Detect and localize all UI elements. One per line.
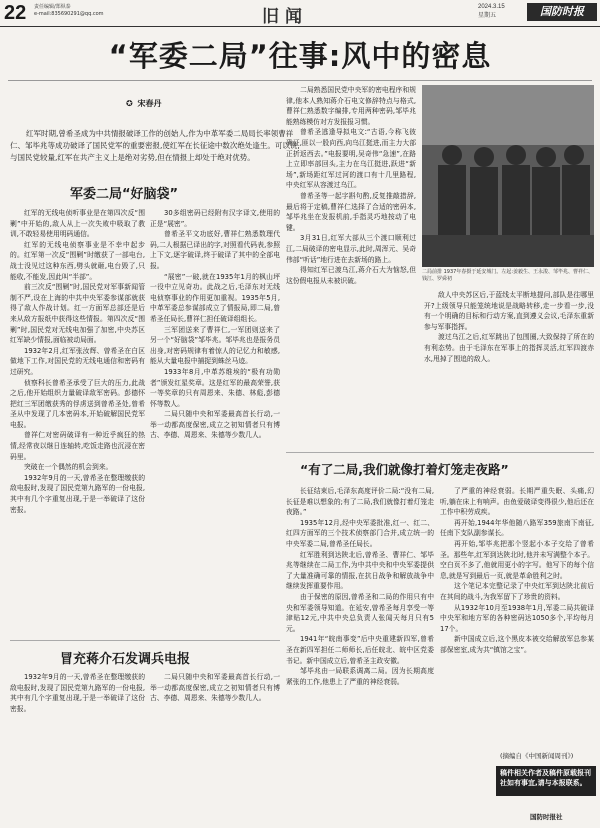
subtitle-lantern: “有了二局,我们就像打着灯笼走夜路”: [300, 462, 509, 477]
page-header: [0, 0, 600, 27]
paragraph: 1935年12月,经中央军委批准,红一、红二、红四方面军的三个技术侦察部门合并,成立统一的中央军委二局,曾希圣任局长。: [286, 518, 434, 548]
paragraph: 长征结束后,毛泽东高度评价二局:“没有二局,长征是难以想象的;有了二局,我们就像打着灯笼走夜路。”: [286, 487, 434, 517]
page-number: 22: [4, 2, 27, 24]
paragraph: 敌人中央苏区后,于蓝线太平断地提问,部队是往哪里开?上级领导只能笼统地说是战略转移,走一步看一步,没有一个明确的目标和行动方案,直到遵义会议,毛泽东重新参与军事指挥。: [424, 291, 594, 331]
paragraph: 1933年8月,中革苏维埃的“极有功勋者”颁发红星奖章。这是红军的最高荣誉,获一等奖章的只有周恩来、朱德、林彪,彭德怀等数人。: [150, 367, 280, 408]
masthead-logo: 国防时报: [527, 3, 597, 21]
column-5: [286, 486, 434, 822]
subtitle-brains: 军委二局“好脑袋”: [70, 187, 179, 202]
paragraph: 曾希圣等一起字斟句酌,反复推敲措辞,最后将于定稿,曹祥仁选择了合适的密码本,邹毕兆坐在发报机前,手指灵巧地按动了电键。: [286, 191, 416, 232]
paragraph: 红军的无线电侦听事业是在第四次反“围剿”中开始的,敌人从上一次失败中吸取了教训,不敢轻易使用明码通信。: [10, 209, 145, 239]
paragraph: 这个笔记本完整记录了中央红军到达陕北前后在其间的战斗,为我军留下了珍贵的资料。: [440, 582, 594, 601]
column-3: [286, 85, 416, 435]
paragraph: 曾希圣平文功底好,曹祥仁熟悉数理代码,二人根据已译出的字,对照看代码表,参照上下文,逐字破译,终于破译了其中的全部电报。: [150, 230, 280, 270]
paragraph: 红军胜利到达陕北后,曾希圣、曹祥仁、邹毕兆等继续在二局工作,为中共中央和中央军委提供了大量准确可靠的情报,在抗日战争和解放战争中继续发挥重要作用。: [286, 550, 434, 591]
headline-rule: [8, 80, 592, 81]
issue-date: [478, 3, 505, 21]
paragraph: 二局熟悉国民党中央军的密电程序和规律,他本人熟知蒋介石电文修辞特点与格式,曹祥仁熟悉数字编排,专用两种密码,邹毕兆能熟练模仿对方发报报习惯。: [286, 86, 416, 126]
paragraph: 二局只随中央和军委最高首长行动,一举一动都高度保密,成立之初知情者只有博古、李德、周恩来、朱德等少数几人。: [150, 410, 280, 440]
column-6: [440, 486, 594, 748]
paragraph: 1941年“皖南事变”后中央重建新四军,曾希圣在新四军担任二师师长,后任皖北、皖中区党委书记。新中国成立后,曾希圣主政安徽。: [286, 635, 434, 665]
paragraph: 新中国成立后,这个黑皮本被交给解放军总参某部保密室,成为共“镇馆之宝”。: [440, 635, 594, 654]
paragraph: 1932年9月的一天,曾希圣在整理缴获的敌电报时,发现了国民党第九路军的一份电报,其中有几个字重复出现,于是一举破译了这份密报。: [10, 673, 145, 713]
column-7: [10, 672, 145, 822]
editor-info: [34, 4, 104, 18]
headline: “军委二局”往事:风中的密息: [108, 39, 492, 73]
paragraph: 侦察科长曾希圣承受了巨大的压力,此战之后,他开始组织力量破译敌军密码。彭德怀把红三军团缴获秀的俘虏送到曾希圣处,曾希圣从中发现了几本密码本,开始破解国民党军电报。: [10, 378, 145, 429]
paragraph: 了严重的神经衰弱。长期严重失眠、头痛,幻听,躺在床上有响声。由鱼爱破译变得很少,他后还在工作中积劳成疾。: [440, 487, 594, 517]
column-4: [424, 290, 594, 450]
weekday: 星期五: [478, 13, 497, 19]
byline: [126, 98, 162, 109]
paragraph: 曾祥仁对密码破译有一种近乎疯狂的热情,经常夜以继日连轴转,吃饭走路也沉浸在密码里。: [10, 431, 145, 461]
group-photo-image: [422, 85, 594, 267]
paragraph: 曾希圣逃逢导拟电文:“古语,今称飞彼确证,匪以一股向西,向乌江挺进,而主力大部正折返西去。”电报要明,吴奇伟“急速”,在路上立即率部回头,主力在乌江挺进,跃进“新场”,新场距红军过河的渡口有十几里路程,中央红军从容渡过乌江。: [286, 128, 416, 190]
paragraph: 再开始,1944年华他随八路军359旅南下南征,任南下支队副参谋长。: [440, 518, 594, 538]
paragraph: 30多组密码已经附有汉字译文,使用的正是“展密”。: [150, 209, 280, 228]
paragraph: 二局只随中央和军委最高首长行动,一举一动都高度保密,成立之初知情者只有博古、李德、周恩来、朱德等少数几人。: [150, 673, 280, 703]
paragraph: 3月31日,红军大部从三个渡口顺利过江,二局破译的密电显示,此时,周浑元、吴奇伟部“听话”地行进在去新场的路上。: [286, 234, 416, 264]
source-credit: (摘编自《中国新闻周刊》): [500, 752, 574, 760]
paragraph: 1932年9月的一天,曾希圣在整理缴获的敌电报时,发现了国民党第九路军的一份电报,其中有几个字重复出现,于是一举破译了这份密报。: [10, 473, 145, 514]
editor-email: e-mail:835690291@qq.com: [34, 11, 104, 17]
paragraph: 得知红军已渡乌江,蒋介石大为恼怒,但这份假电报从未被识破。: [286, 266, 416, 285]
subtitle-fake-telegram: 冒充蒋介石发调兵电报: [60, 652, 191, 667]
copyright-notice: 稿件相关作者及稿件原载报刊社如有事宜,请与本报联系。: [496, 766, 596, 796]
author-name: 宋春丹: [137, 99, 162, 108]
section-title: 旧闻: [262, 7, 308, 27]
publisher-signoff: 国防时报社: [530, 813, 563, 821]
section-divider: [10, 640, 280, 641]
date: 2024.3.15: [478, 4, 505, 10]
historical-photo: [422, 85, 594, 267]
paragraph: 1932年2月,红军张汝辉、曾希圣在白区做地下工作,对国民党的无线电通信和密码有过研究。: [10, 346, 145, 376]
column-8: [150, 672, 280, 822]
paragraph: 红军的无线电侦察事业是不幸中起步的。红军第一次反“围剿”时缴获了一部电台,战士没见过这种东西,劈头就砸,电台毁了,只能收,不能发,因此叫“半部”。: [10, 240, 145, 281]
column-1: [10, 208, 145, 636]
star-icon: ✪: [126, 99, 133, 108]
article-summary: 红军时期,曾希圣成为中共情报破译工作的创始人,作为中革军委二局局长率领曹祥仁、邹毕兆等成功破译了国民党军的重要密报,使红军在长征途中数次绝处逢生。可以说,与国民党较量,红军在共产主义上是绝对劣势,但在情报上却处于绝对优势。: [10, 129, 300, 162]
paragraph: “展密”一破,就在1935年1月的枫山坪一役中立见奇功。此战之后,毛泽东对无线电侦察事业的作用更加重视。1935年5月,中革军委总参谋部成立了情报局,即二局,曾希圣任局长,曹祥仁担任破译组组长。: [150, 272, 280, 323]
paragraph: 突破在一个偶然的机会到来。: [24, 463, 113, 472]
paragraph: 再开始,邹毕兆把那个竖起小本子交给了曾希圣。那些年,红军到达陕北时,他并未写满整个本子。空白页不多了,他就用更小的字写。他写下的每个信息,就是写到最后一页,就是革命胜利之时。: [440, 539, 594, 580]
paragraph: 由于保密的原因,曾希圣和二局的作用只有中央和军委领导知道。在延安,曾希圣每月享受一等津贴12元,中共中央总负责人张闻天每月只有5元。: [286, 592, 434, 633]
photo-caption: 二局前排 1937年春摄于延安城门。左起:姜毅生、王永浚、邹毕兆、曹祥仁、钱江、罗舜初: [422, 269, 594, 282]
editor-name: 责任编辑/郑纵泰: [34, 4, 71, 10]
paragraph: 三军团送来了曹祥仁,一军团则送来了另一个“好脑袋”邹毕兆。邹毕兆也是报务员出身,对密码规律有着惊人的记忆力和敏感,能从大量电报中捕捉到蛛丝马迹。: [150, 325, 280, 366]
column-2: [150, 208, 280, 636]
paragraph: 前三次反“围剿”时,国民党对军事新闻管制不严,设在上海的中共中央军委参谋部就获得了敌人作战计划。红一方面军总部还是后来从敌方报纸中获得这些情报。第四次反“围剿”时,国民党对无线电加强了加密,中央苏区红军缺少情报,面临被动局面。: [10, 283, 145, 345]
paragraph: 邹毕兆由一局联系调离二局。因为长期高度紧张的工作,他患上了严重的神经衰弱。: [286, 667, 434, 686]
paragraph: 渡过乌江之后,红军跳出了包围圈,大致保持了所在的有利态势。由于毛泽东在军事上的指挥灵活,红军四渡赤水,甩掉了围追的敌人。: [424, 333, 594, 363]
section-divider: [286, 452, 594, 453]
paragraph: 从1932年10月至1938年1月,军委二局共破译中央军和地方军的各种密码达1050多个,平均每月17个。: [440, 603, 594, 633]
